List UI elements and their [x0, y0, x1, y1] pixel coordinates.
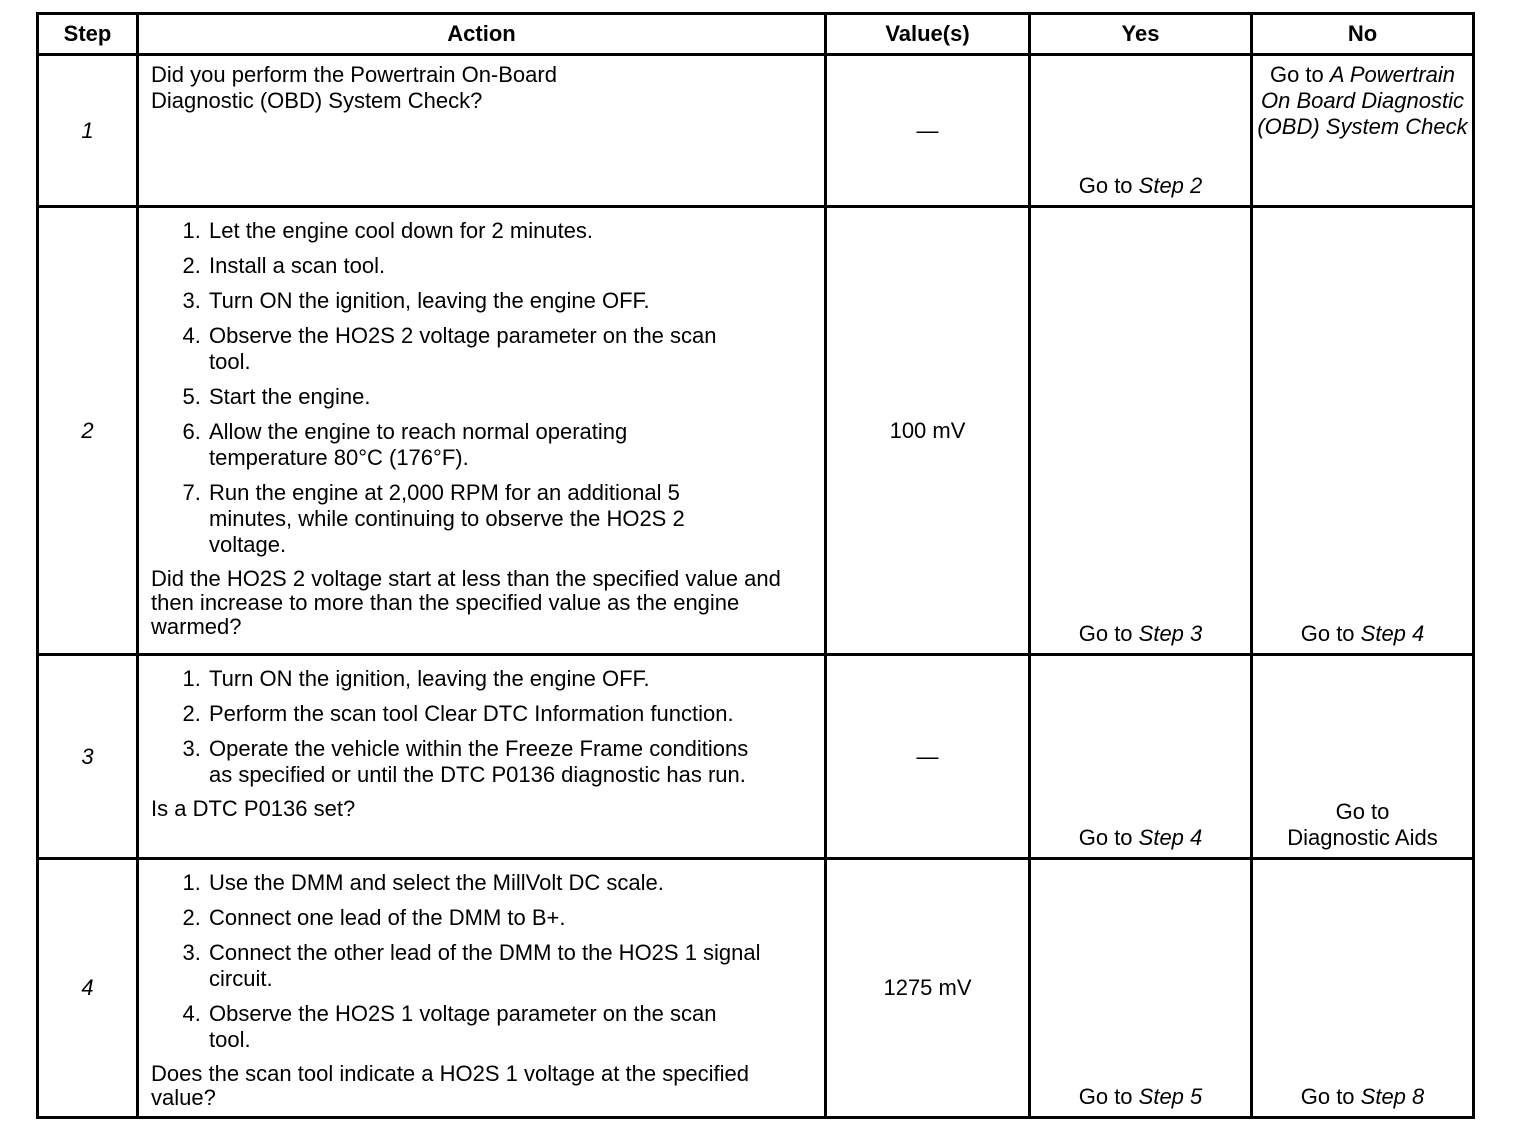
action-step: 4. Observe the HO2S 2 voltage parameter on the scan tool.: [207, 323, 749, 375]
table-row: [38, 55, 1474, 207]
action-step: 1. Use the DMM and select the MillVolt DC scale.: [207, 870, 814, 896]
yes-link[interactable]: Step 2: [1138, 173, 1203, 198]
yes-cell: [1030, 655, 1252, 859]
header-row: [38, 14, 1474, 55]
action-step-list: [151, 666, 814, 788]
value-cell: —: [826, 655, 1030, 859]
table-row: [38, 655, 1474, 859]
header-action: Action: [138, 14, 826, 55]
yes-cell: [1030, 859, 1252, 1118]
action-step-list: [151, 218, 814, 558]
no-link[interactable]: A Powertrain On Board Diagnostic (OBD) System Check: [1257, 62, 1468, 139]
action-step: 3. Operate the vehicle within the Freeze Frame conditions as specified or until the DTC P0136 diagnostic has run.: [207, 736, 749, 788]
step-number: 2: [38, 207, 138, 655]
value-cell: —: [826, 55, 1030, 207]
no-prefix: Go to: [1335, 799, 1390, 824]
action-step: 3. Turn ON the ignition, leaving the engine OFF.: [207, 288, 789, 314]
yes-link[interactable]: Step 4: [1138, 825, 1203, 850]
action-question: Does the scan tool indicate a HO2S 1 voltage at the specified value?: [151, 1061, 750, 1110]
action-cell: [138, 859, 826, 1118]
action-step: 1. Turn ON the ignition, leaving the engine OFF.: [207, 666, 814, 692]
action-question: Is a DTC P0136 set?: [151, 796, 356, 821]
yes-link[interactable]: Step 3: [1138, 621, 1203, 646]
yes-prefix: Go to: [1078, 825, 1139, 850]
action-step: 1. Let the engine cool down for 2 minutes.: [207, 218, 789, 244]
action-step: 3. Connect the other lead of the DMM to the HO2S 1 signal circuit.: [207, 940, 789, 992]
action-step: 5. Start the engine.: [207, 384, 789, 410]
no-prefix: Go to: [1300, 1084, 1361, 1109]
action-step: 2. Install a scan tool.: [207, 253, 789, 279]
yes-cell: [1030, 55, 1252, 207]
no-link[interactable]: Diagnostic Aids: [1287, 825, 1438, 850]
header-values: Value(s): [826, 14, 1030, 55]
no-link[interactable]: Step 8: [1360, 1084, 1425, 1109]
yes-prefix: Go to: [1078, 173, 1139, 198]
table-row: [38, 859, 1474, 1118]
value-cell: 1275 mV: [826, 859, 1030, 1118]
action-step-list: [151, 870, 814, 1053]
step-number: 4: [38, 859, 138, 1118]
no-cell: [1252, 55, 1474, 207]
action-step: 6. Allow the engine to reach normal operating temperature 80°C (176°F).: [207, 419, 709, 471]
action-step: 2. Connect one lead of the DMM to B+.: [207, 905, 814, 931]
yes-prefix: Go to: [1078, 621, 1139, 646]
action-step: 7. Run the engine at 2,000 RPM for an additional 5 minutes, while continuing to observe the HO2S 2 voltage.: [207, 480, 749, 558]
step-number: 3: [38, 655, 138, 859]
header-yes: Yes: [1030, 14, 1252, 55]
no-cell: [1252, 207, 1474, 655]
yes-cell: [1030, 207, 1252, 655]
no-cell: [1252, 859, 1474, 1118]
value-cell: 100 mV: [826, 207, 1030, 655]
no-prefix: Go to: [1300, 621, 1361, 646]
diagnostic-table: [36, 12, 1475, 1119]
step-number: 1: [38, 55, 138, 207]
no-link[interactable]: Step 4: [1360, 621, 1425, 646]
yes-link[interactable]: Step 5: [1138, 1084, 1203, 1109]
no-cell: [1252, 655, 1474, 859]
table-row: [38, 207, 1474, 655]
yes-prefix: Go to: [1078, 1084, 1139, 1109]
action-cell: [138, 655, 826, 859]
action-question: Did you perform the Powertrain On-Board Diagnostic (OBD) System Check?: [151, 62, 557, 113]
action-cell: [138, 207, 826, 655]
action-question: Did the HO2S 2 voltage start at less than the specified value and then increase to more than the specified value as the engine warmed?: [151, 566, 781, 639]
header-step: Step: [38, 14, 138, 55]
action-step: 2. Perform the scan tool Clear DTC Information function.: [207, 701, 814, 727]
action-step: 4. Observe the HO2S 1 voltage parameter on the scan tool.: [207, 1001, 749, 1053]
no-prefix: Go to: [1269, 62, 1330, 87]
header-no: No: [1252, 14, 1474, 55]
action-cell: [138, 55, 826, 207]
